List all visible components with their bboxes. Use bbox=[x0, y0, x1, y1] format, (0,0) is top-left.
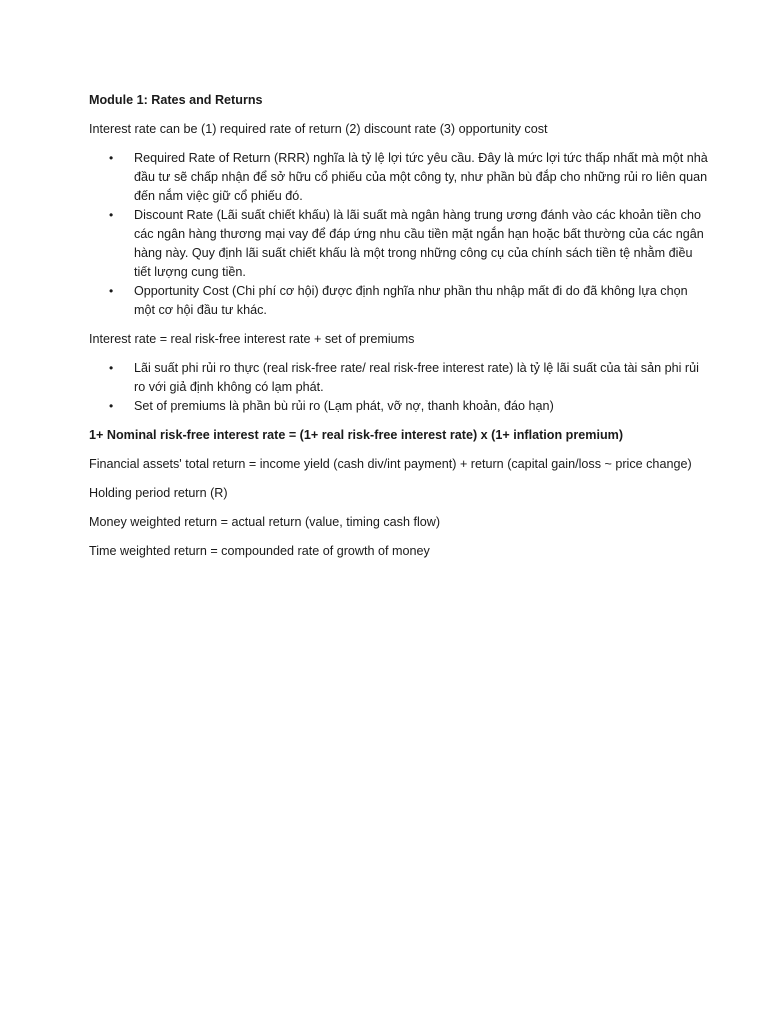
list-item bbox=[89, 282, 711, 320]
list-item-text: Opportunity Cost (Chi phí cơ hội) được định nghĩa như phần thu nhập mất đi do đã không lựa chọn một cơ hội đầu tư khác. bbox=[134, 284, 688, 317]
interest-rate-formula: Interest rate = real risk-free interest rate + set of premiums bbox=[89, 332, 415, 346]
holding-period-paragraph: Holding period return (R) bbox=[89, 486, 228, 500]
document-page bbox=[89, 91, 711, 571]
list-item-text: Set of premiums là phần bù rủi ro (Lạm phát, vỡ nợ, thanh khoản, đáo hạn) bbox=[134, 399, 554, 413]
list-item-text: Required Rate of Return (RRR) nghĩa là tỷ lệ lợi tức yêu cầu. Đây là mức lợi tức thấp nhất mà một nhà đầu tư sẽ chấp nhận để sở hữu cổ phiếu của một công ty, như phần bù đắp cho những rủi ro liên quan đến nắm việc giữ cổ phiếu đó. bbox=[134, 151, 708, 203]
bullet-icon: • bbox=[109, 284, 114, 298]
list-item bbox=[89, 206, 711, 282]
intro-paragraph: Interest rate can be (1) required rate of return (2) discount rate (3) opportunity cost bbox=[89, 122, 548, 136]
nominal-rate-formula: 1+ Nominal risk-free interest rate = (1+ real risk-free interest rate) x (1+ inflation premium) bbox=[89, 428, 624, 442]
list-item-text: Discount Rate (Lãi suất chiết khấu) là lãi suất mà ngân hàng trung ương đánh vào các khoản tiền cho các ngân hàng thương mại vay để đáp ứng nhu cầu tiền mặt ngắn hạn hoặc bất thường của các ngân hàng này. Quy định lãi suất chiết khấu là một trong những công cụ của chính sách tiền tệ nhằm điều tiết lượng cung tiền. bbox=[134, 208, 704, 279]
components-list bbox=[89, 359, 711, 416]
money-weighted-paragraph: Money weighted return = actual return (value, timing cash flow) bbox=[89, 515, 441, 529]
list-item-text: Lãi suất phi rủi ro thực (real risk-free rate/ real risk-free interest rate) là tỷ lệ lãi suất của tài sản phi rủi ro với giả định không có lạm phát. bbox=[134, 361, 699, 394]
module-title: Module 1: Rates and Returns bbox=[89, 93, 263, 107]
bullet-icon: • bbox=[109, 399, 114, 413]
total-return-paragraph: Financial assets' total return = income yield (cash div/int payment) + return (capital gain/loss ~ price change) bbox=[89, 457, 692, 471]
bullet-icon: • bbox=[109, 361, 114, 375]
rate-types-list bbox=[89, 149, 711, 320]
bullet-icon: • bbox=[109, 151, 114, 165]
bullet-icon: • bbox=[109, 208, 114, 222]
list-item bbox=[89, 359, 711, 397]
list-item bbox=[89, 149, 711, 206]
time-weighted-paragraph: Time weighted return = compounded rate of growth of money bbox=[89, 544, 430, 558]
list-item bbox=[89, 397, 711, 416]
